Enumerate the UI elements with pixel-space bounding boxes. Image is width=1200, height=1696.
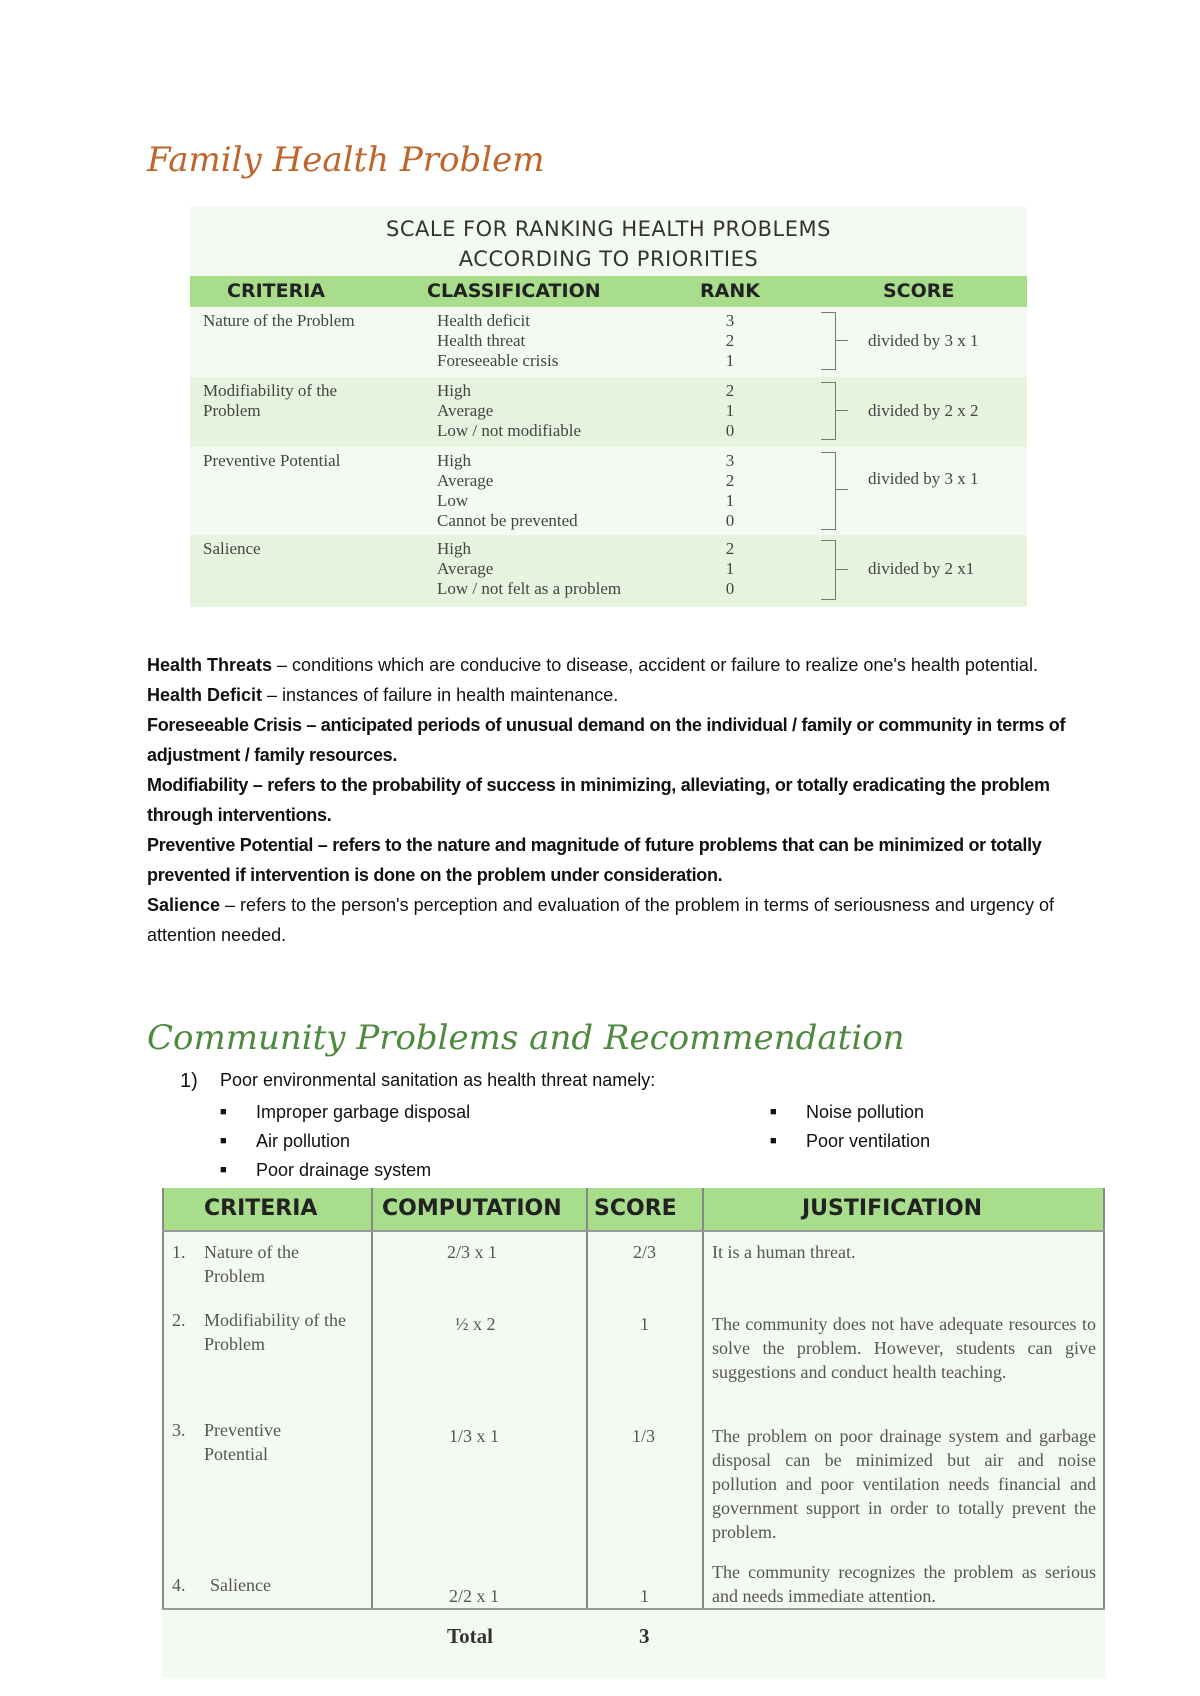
ranking-scale-table bbox=[190, 207, 1027, 607]
definition-foreseeable-crisis: Foreseeable Crisis – anticipated periods of unusual demand on the individual / family or community in terms of adjustment / family resources. bbox=[147, 715, 1066, 765]
justification-cell: The community recognizes the problem as serious and needs immediate attention. bbox=[712, 1562, 1096, 1606]
bracket-line bbox=[821, 452, 836, 530]
bracket-line bbox=[821, 382, 836, 440]
computation-cell: 2/3 x 1 bbox=[447, 1242, 498, 1262]
total-label: Total bbox=[447, 1624, 493, 1648]
score-cell: 1/3 bbox=[632, 1426, 656, 1446]
header-rank: RANK bbox=[700, 280, 760, 302]
criteria-cell: Nature of the Problem bbox=[204, 1242, 299, 1286]
list-item: ■ Poor drainage system bbox=[256, 1160, 431, 1181]
definition-preventive-potential: Preventive Potential – refers to the nature and magnitude of future problems that can be minimized or totally prevented if intervention is done on the problem under consideration. bbox=[147, 835, 1042, 885]
header-score: SCORE bbox=[883, 280, 955, 302]
justification-cell: The problem on poor drainage system and garbage disposal can be minimized but air and noise pollution and poor ventilation needs financial and government support in order to totally prevent the problem. bbox=[712, 1426, 1096, 1542]
computation-cell: 1/3 x 1 bbox=[449, 1426, 500, 1446]
definition-salience: Salience – refers to the person's perception and evaluation of the problem in terms of seriousness and urgency of attention needed. bbox=[147, 895, 1054, 945]
computation-table: CRITERIA COMPUTATION SCORE JUSTIFICATION 1. Nature of the Problem 2/3 x 1 2/3 It is a human threat. 2. Modifiability of the Problem ½ x 2 1 The community does not have adequate resources to solve the problem. However, students can give suggestions and conduct health teaching. 3. Preventive Potential 1/3 x 1 1/3 The problem on poor drainage system and garbage disposal can be minimized but air and noise pollution and poor ventilation needs financial and government support in order to totally prevent the problem. 4. Salience 2/2 x 1 1 The community recognizes the problem as serious and needs immediate attention. Total 3 bbox=[162, 1188, 1105, 1678]
bracket-line bbox=[821, 540, 836, 600]
criteria-cell: Preventive Potential bbox=[204, 1420, 281, 1464]
definition-modifiability: Modifiability – refers to the probability of success in minimizing, alleviating, or totally eradicating the problem through interventions. bbox=[147, 775, 1050, 825]
table-header bbox=[190, 276, 1027, 307]
header-computation: COMPUTATION bbox=[382, 1196, 562, 1221]
table-row: Nature of the Problem Health deficit Health threat Foreseeable crisis 3 2 1 divided by 3 x 1 bbox=[203, 311, 979, 370]
score-cell: 1 bbox=[640, 1314, 649, 1334]
table-title: SCALE FOR RANKING HEALTH PROBLEMS ACCORDING TO PRIORITIES bbox=[386, 217, 831, 271]
definitions bbox=[147, 650, 1077, 950]
definition-health-threats: Health Threats – conditions which are conducive to disease, accident or failure to realize one's health potential. bbox=[147, 655, 1038, 675]
justification-cell: The community does not have adequate resources to solve the problem. However, students can give suggestions and conduct health teaching. bbox=[712, 1314, 1096, 1382]
definition-health-deficit: Health Deficit – instances of failure in health maintenance. bbox=[147, 685, 619, 705]
header-justification: JUSTIFICATION bbox=[802, 1196, 983, 1221]
table-header bbox=[162, 1188, 1105, 1230]
computation-cell: ½ x 2 bbox=[455, 1314, 496, 1334]
community-problems-heading: Community Problems and Recommendation bbox=[147, 1018, 905, 1058]
list-item-text: Poor environmental sanitation as health threat namely: bbox=[220, 1070, 656, 1090]
header-criteria: CRITERIA bbox=[204, 1196, 318, 1221]
header-score: SCORE bbox=[594, 1196, 677, 1221]
header-classification: CLASSIFICATION bbox=[427, 280, 601, 302]
list-item: ■ Improper garbage disposal bbox=[256, 1102, 470, 1123]
table-row: Salience High Average Low / not felt as a problem 2 1 0 divided by 2 x1 bbox=[190, 535, 1027, 607]
list-item: ■ Noise pollution bbox=[806, 1102, 924, 1123]
criteria-cell: Salience bbox=[210, 1575, 271, 1595]
list-item: ■ Air pollution bbox=[256, 1131, 350, 1152]
bracket-line bbox=[821, 312, 836, 370]
family-health-heading: Family Health Problem bbox=[147, 140, 545, 180]
list-number: 1) bbox=[180, 1070, 198, 1092]
total-value: 3 bbox=[639, 1624, 650, 1648]
table-row: Modifiability of the Problem High Average Low / not modifiable 2 1 0 divided by 2 x 2 bbox=[190, 377, 1027, 447]
header-criteria: CRITERIA bbox=[227, 280, 325, 302]
list-item: ■ Poor ventilation bbox=[806, 1131, 930, 1152]
table-row: Preventive Potential High Average Low Cannot be prevented 3 2 1 0 divided by 3 x 1 bbox=[203, 451, 979, 530]
justification-cell: It is a human threat. bbox=[712, 1242, 856, 1262]
score-cell: 1 bbox=[640, 1586, 649, 1606]
criteria-cell: Modifiability of the Problem bbox=[204, 1310, 346, 1354]
score-cell: 2/3 bbox=[633, 1242, 657, 1262]
computation-cell: 2/2 x 1 bbox=[449, 1586, 500, 1606]
